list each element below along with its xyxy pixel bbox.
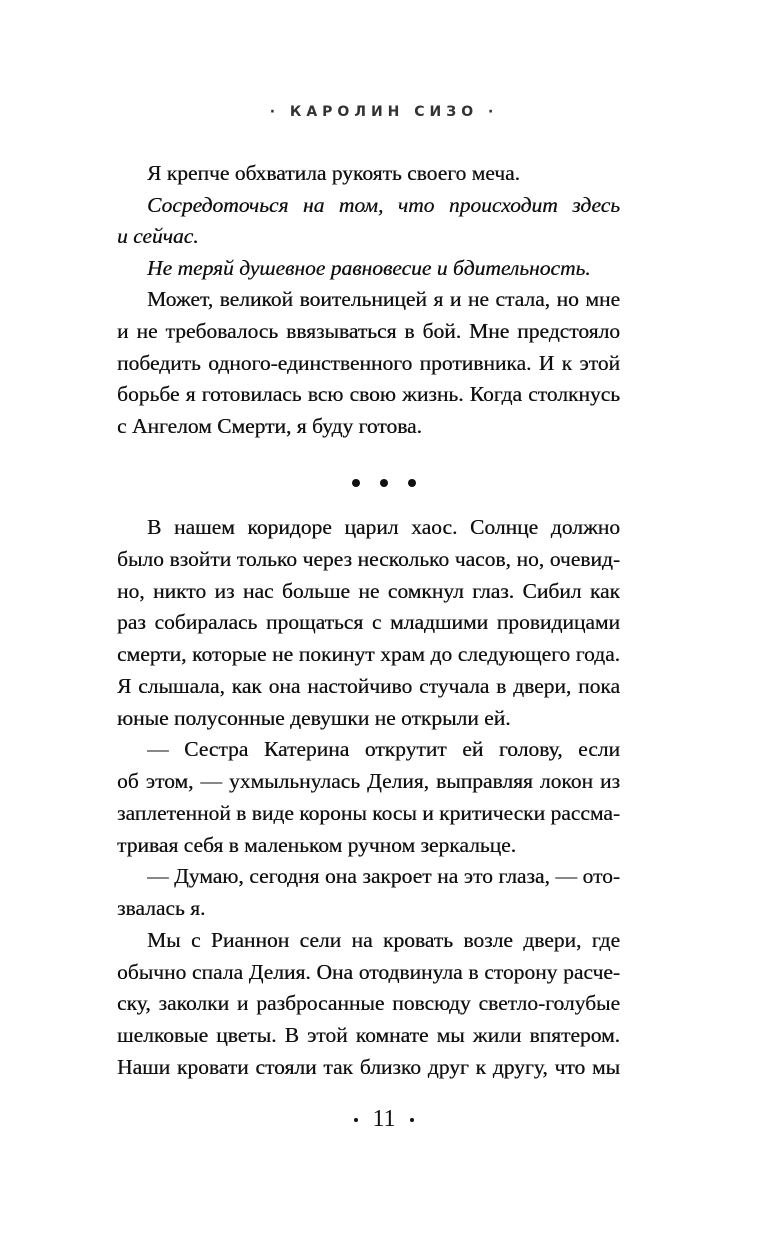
dot-icon xyxy=(408,479,416,487)
dot-icon xyxy=(352,479,360,487)
text-line: шелковые цветы. В этой комнате мы жили впятером. xyxy=(117,1023,620,1047)
text-line: Сосредоточься на том, что происходит здесь xyxy=(147,192,620,217)
text-line: смерти, которые не покинут храм до следующего года. xyxy=(117,642,620,666)
text-line: — Сестра Катерина открутит ей голову, если xyxy=(147,737,620,762)
text-line: Наши кровати стояли так близко друг к другу, что мы xyxy=(117,1054,620,1079)
page-number: 11 xyxy=(372,1106,396,1132)
text-line: Я слышала, как она настойчиво стучала в двери, пока xyxy=(117,673,620,698)
running-header: · КАРОЛИН СИЗО · xyxy=(269,104,499,120)
text-line: Мы с Рианнон сели на кровать возле двери, где xyxy=(147,927,620,952)
text-line: Может, великой воительницей я и не стала, но мне xyxy=(147,287,620,312)
dot-icon xyxy=(410,1118,414,1122)
text-line: раз собиралась прощаться с младшими провидицами xyxy=(117,610,620,635)
dot-icon xyxy=(354,1118,358,1122)
page-footer xyxy=(0,1106,768,1133)
text-line: об этом, — ухмыльнулась Делия, выправляя локон из xyxy=(117,769,620,793)
text-line: В нашем коридоре царил хаос. Солнце должно xyxy=(147,515,620,539)
text-line: тривая себя в маленьком ручном зеркальце. xyxy=(117,832,517,857)
section-separator xyxy=(0,470,768,493)
dot-icon xyxy=(380,479,388,487)
text-line: Я крепче обхватила рукоять своего меча. xyxy=(147,161,520,185)
text-line: ску, заколки и разбросанные повсюду светло-голубые xyxy=(117,991,620,1016)
text-line: и сейчас. xyxy=(117,224,199,249)
text-line: победить одного-единственного противника. И к этой xyxy=(117,350,620,375)
text-line: юные полусонные девушки не открыли ей. xyxy=(117,705,511,730)
text-line: Не теряй душевное равновесие и бдительность. xyxy=(147,255,591,280)
text-line: но, никто из нас больше не сомкнул глаз. Сибил как xyxy=(117,578,620,603)
text-line: и не требовалось ввязываться в бой. Мне предстояло xyxy=(117,319,620,343)
text-line: звалась я. xyxy=(117,896,206,920)
text-line: заплетенной в виде короны косы и критически рассма- xyxy=(117,800,620,825)
text-line: — Думаю, сегодня она закроет на это глаза, — ото- xyxy=(147,864,620,889)
text-line: обычно спала Делия. Она отодвинула в сторону расче- xyxy=(117,959,620,984)
text-line: с Ангелом Смерти, я буду готова. xyxy=(117,413,422,438)
text-line: борьбе я готовилась всю свою жизнь. Когда столкнусь xyxy=(117,382,620,407)
text-line: было взойти только через несколько часов, но, очевид- xyxy=(117,546,620,571)
